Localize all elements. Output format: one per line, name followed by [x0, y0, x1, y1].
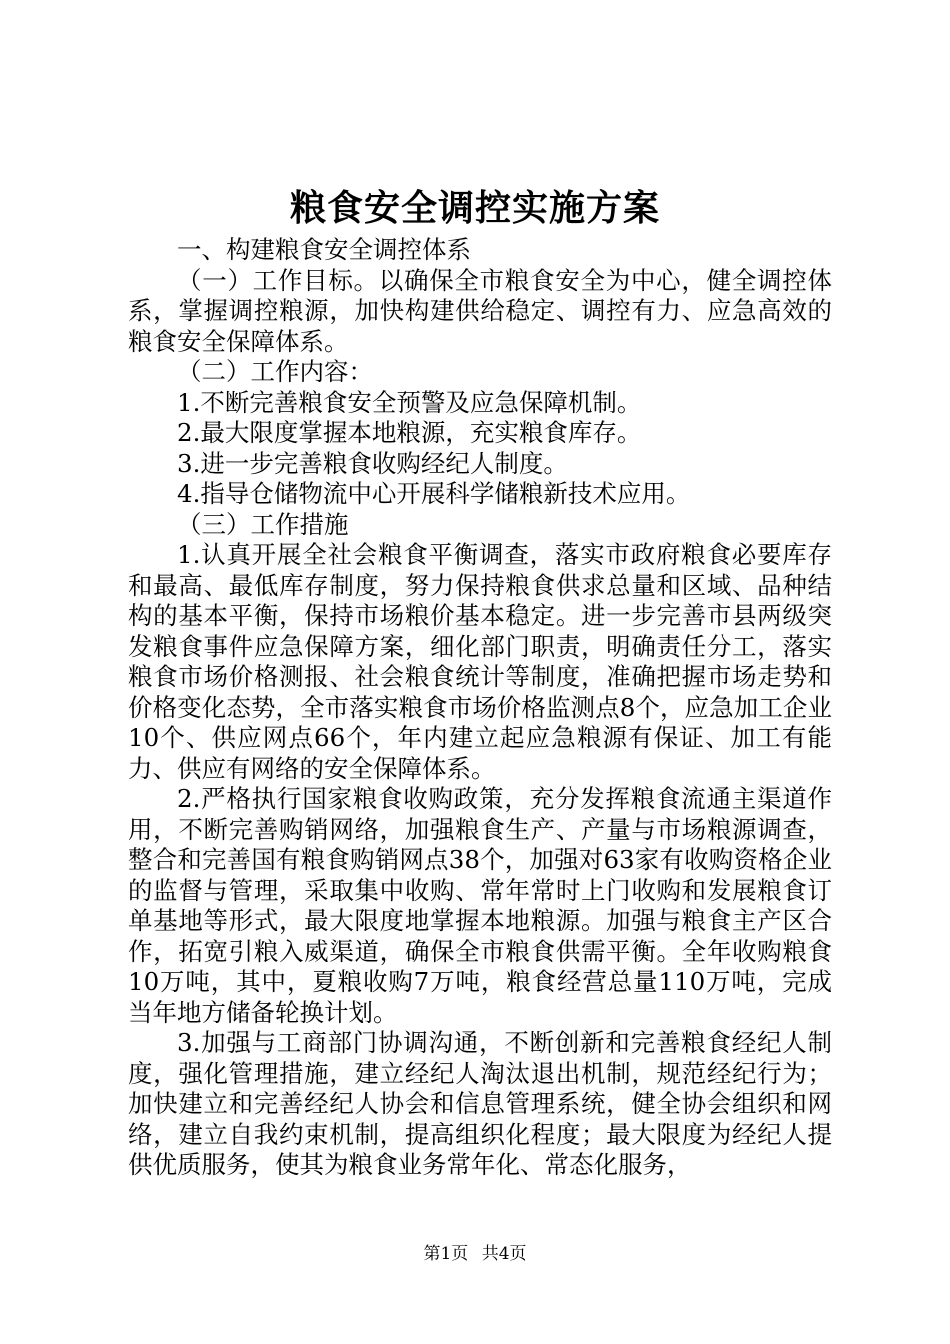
- list-item: 3.进一步完善粮食收购经纪人制度。: [177, 448, 568, 478]
- subsection-heading: （三）工作措施: [177, 509, 349, 539]
- section-heading: 一、构建粮食安全调控体系: [177, 235, 471, 264]
- paragraph: （一）工作目标。以确保全市粮食安全为中心，健全调控体系，掌握调控粮源，加快构建供给稳定、调控有力、应急高效的粮食安全保障体系。: [128, 265, 832, 356]
- list-item: 1.不断完善粮食安全预警及应急保障机制。: [177, 387, 642, 417]
- subsection-heading: （二）工作内容：: [177, 357, 373, 386]
- page-number: 第1页: [423, 1244, 469, 1264]
- paragraph: 3.加强与工商部门协调沟通，不断创新和完善粮食经纪人制度，强化管理措施，建立经纪人淘汰退出机制，规范经纪行为；加快建立和完善经纪人协会和信息管理系统，健全协会组织和网络，建立自我约束机制，提高组织化程度；最大限度为经纪人提供优质服务，使其为粮食业务常年化、常态化服务，: [128, 1028, 832, 1179]
- paragraph: 1.认真开展全社会粮食平衡调查，落实市政府粮食必要库存和最高、最低库存制度，努力保持粮食供求总量和区域、品种结构的基本平衡，保持市场粮价基本稳定。进一步完善市县两级突发粮食事件应急保障方案，细化部门职责，明确责任分工，落实粮食市场价格测报、社会粮食统计等制度，准确把握市场走势和价格变化态势，全市落实粮食市场价格监测点8个，应急加工企业10个、供应网点66个，年内建立起应急粮源有保证、加工有能力、供应有网络的安全保障体系。: [128, 540, 832, 783]
- page-total: 共4页: [481, 1244, 527, 1264]
- paragraph: 2.严格执行国家粮食收购政策，充分发挥粮食流通主渠道作用，不断完善购销网络，加强粮食生产、产量与市场粮源调查，整合和完善国有粮食购销网点38个，加强对63家有收购资格企业的监督与管理，采取集中收购、常年常时上门收购和发展粮食订单基地等形式，最大限度地掌握本地粮源。加强与粮食主产区合作，拓宽引粮入威渠道，确保全市粮食供需平衡。全年收购粮食10万吨，其中，夏粮收购7万吨，粮食经营总量110万吨，完成当年地方储备轮换计划。: [128, 784, 832, 1027]
- document-body: [128, 235, 832, 1181]
- list-item: 4.指导仓储物流中心开展科学储粮新技术应用。: [177, 479, 691, 508]
- page-footer: [0, 1243, 950, 1265]
- document-title: 粮食安全调控实施方案: [289, 187, 660, 229]
- list-item: 2.最大限度掌握本地粮源，充实粮食库存。: [177, 418, 642, 447]
